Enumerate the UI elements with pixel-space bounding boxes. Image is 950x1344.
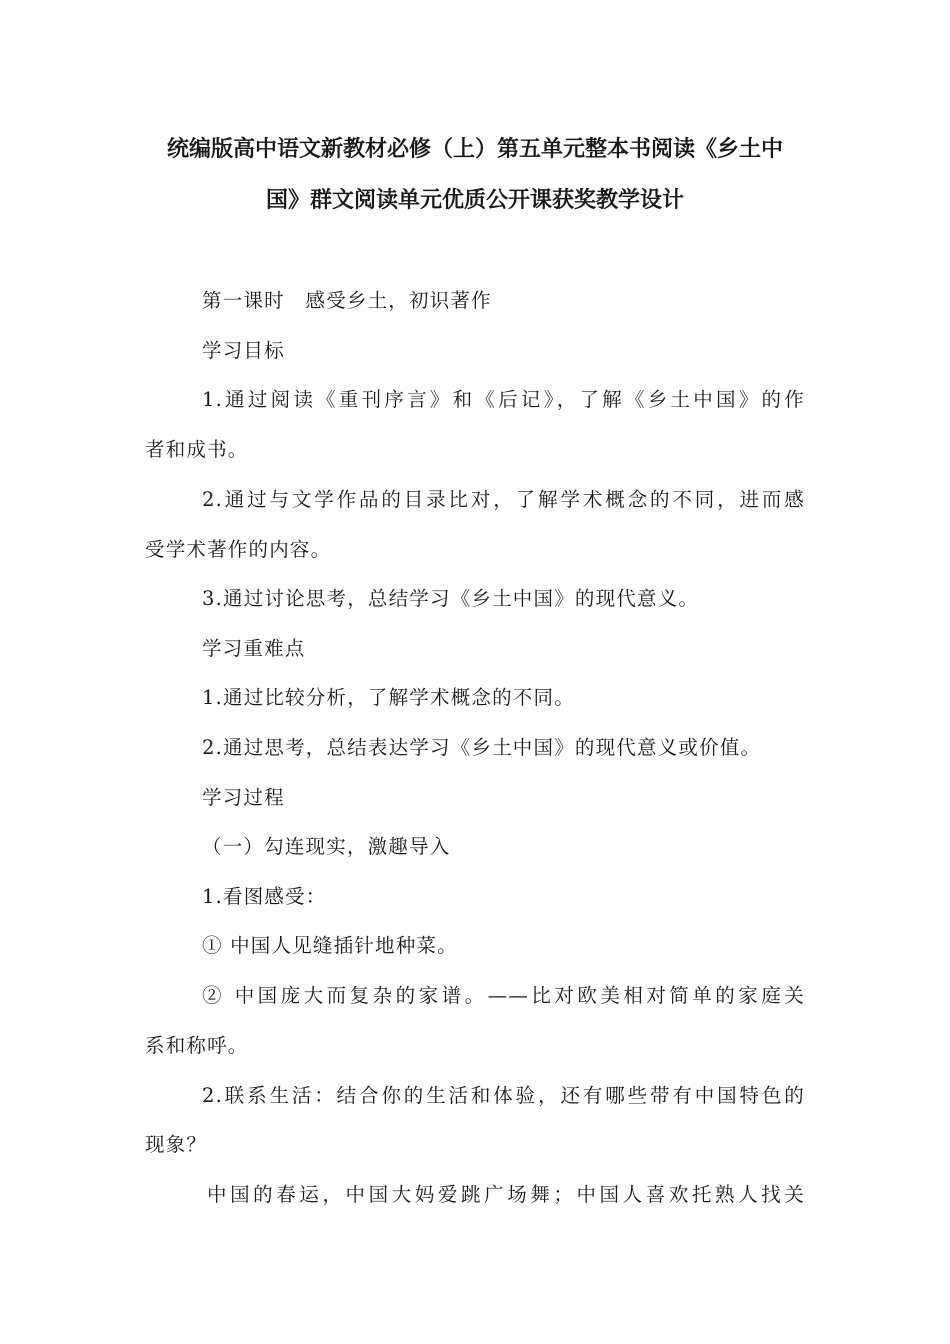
step-1-item-1: ① 中国人见缝插针地种菜。 [202, 934, 458, 957]
step-1: 1.看图感受： [202, 885, 327, 908]
goal-2-line-1: 2.通过与文学作品的目录比对，了解学术概念的不同，进而感 [202, 488, 805, 511]
step-1-item-2-line-2: 系和称呼。 [145, 1034, 249, 1057]
goal-1-line-1: 1.通过阅读《重刊序言》和《后记》，了解《乡土中国》的作 [202, 388, 805, 411]
goal-3: 3.通过讨论思考，总结学习《乡土中国》的现代意义。 [202, 587, 700, 610]
step-2-line-1: 2.联系生活：结合你的生活和体验，还有哪些带有中国特色的 [202, 1084, 805, 1107]
key-points-heading: 学习重难点 [202, 637, 306, 660]
section-1-heading: （一）勾连现实，激趣导入 [202, 835, 451, 858]
step-1-item-2-line-1: ② 中国庞大而复杂的家谱。——比对欧美相对简单的家庭关 [202, 984, 805, 1007]
answer-line-1: 中国的春运，中国大妈爱跳广场舞；中国人喜欢托熟人找关 [207, 1183, 805, 1206]
document-title-line-2: 国》群文阅读单元优质公开课获奖教学设计 [265, 188, 684, 213]
goal-1-line-2: 者和成书。 [145, 438, 249, 461]
key-point-1: 1.通过比较分析，了解学术概念的不同。 [202, 686, 575, 709]
lesson-heading: 第一课时 感受乡土，初识著作 [202, 289, 492, 312]
process-heading: 学习过程 [202, 786, 285, 809]
step-2-line-2: 现象？ [145, 1133, 208, 1156]
key-point-2: 2.通过思考，总结表达学习《乡土中国》的现代意义或价值。 [202, 736, 762, 759]
goal-2-line-2: 受学术著作的内容。 [145, 538, 332, 561]
goals-heading: 学习目标 [202, 339, 285, 362]
document-title-line-1: 统编版高中语文新教材必修（上）第五单元整本书阅读《乡土中 [166, 137, 783, 162]
